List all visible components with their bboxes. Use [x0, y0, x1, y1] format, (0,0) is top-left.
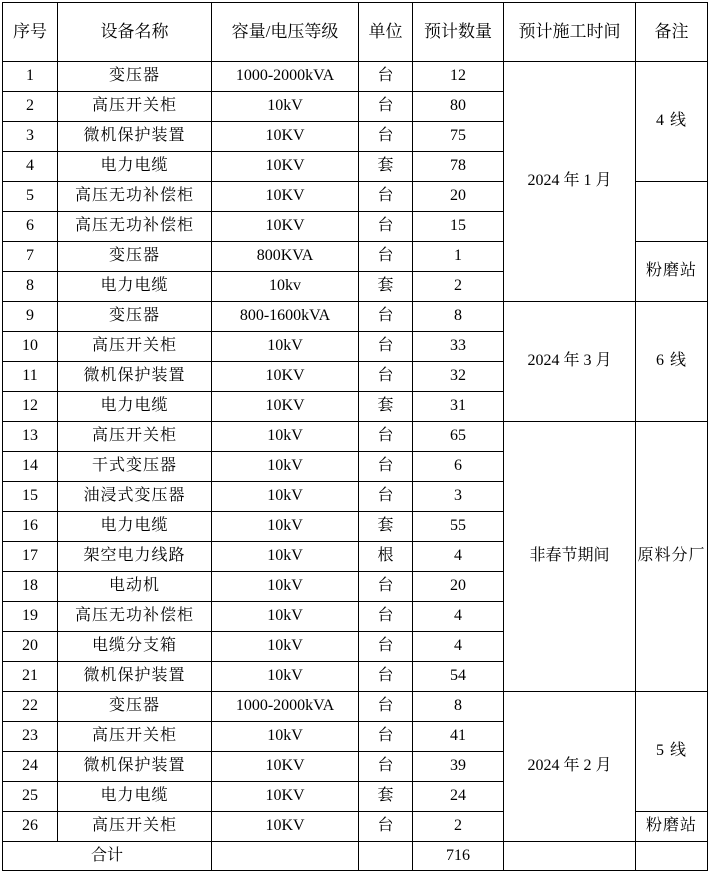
unit: 台	[359, 752, 413, 782]
unit: 台	[359, 812, 413, 842]
capacity-voltage: 10KV	[212, 782, 359, 812]
unit: 台	[359, 242, 413, 272]
capacity-voltage: 10kV	[212, 662, 359, 692]
remark: 5 线	[636, 692, 708, 812]
unit: 台	[359, 572, 413, 602]
unit: 台	[359, 722, 413, 752]
quantity: 20	[413, 572, 504, 602]
row-number: 15	[3, 482, 58, 512]
device-name: 变压器	[58, 242, 212, 272]
remark: 原料分厂	[636, 422, 708, 692]
unit: 套	[359, 392, 413, 422]
device-name: 高压无功补偿柜	[58, 212, 212, 242]
device-name: 变压器	[58, 302, 212, 332]
quantity: 1	[413, 242, 504, 272]
quantity: 55	[413, 512, 504, 542]
unit: 根	[359, 542, 413, 572]
capacity-voltage: 10KV	[212, 182, 359, 212]
device-name: 电力电缆	[58, 782, 212, 812]
quantity: 6	[413, 452, 504, 482]
unit: 台	[359, 602, 413, 632]
row-number: 20	[3, 632, 58, 662]
unit: 台	[359, 362, 413, 392]
quantity: 4	[413, 542, 504, 572]
unit: 台	[359, 302, 413, 332]
capacity-voltage: 10KV	[212, 752, 359, 782]
unit: 台	[359, 332, 413, 362]
unit: 台	[359, 452, 413, 482]
construction-time: 非春节期间	[504, 422, 636, 692]
header-cell: 预计施工时间	[504, 3, 636, 62]
unit: 套	[359, 512, 413, 542]
total-row	[3, 842, 708, 871]
unit: 台	[359, 122, 413, 152]
capacity-voltage: 10kV	[212, 542, 359, 572]
device-name: 油浸式变压器	[58, 482, 212, 512]
total-label: 合计	[3, 842, 212, 871]
capacity-voltage: 10kV	[212, 602, 359, 632]
device-name: 高压开关柜	[58, 722, 212, 752]
table-row	[3, 692, 708, 722]
quantity: 15	[413, 212, 504, 242]
capacity-voltage: 10KV	[212, 152, 359, 182]
total-remark	[636, 842, 708, 871]
unit: 台	[359, 62, 413, 92]
device-name: 电动机	[58, 572, 212, 602]
quantity: 8	[413, 302, 504, 332]
header-cell: 设备名称	[58, 3, 212, 62]
row-number: 1	[3, 62, 58, 92]
unit: 台	[359, 482, 413, 512]
row-number: 10	[3, 332, 58, 362]
header-cell: 备注	[636, 3, 708, 62]
total-time	[504, 842, 636, 871]
capacity-voltage: 10kV	[212, 92, 359, 122]
capacity-voltage: 10kV	[212, 632, 359, 662]
row-number: 11	[3, 362, 58, 392]
capacity-voltage: 800KVA	[212, 242, 359, 272]
row-number: 3	[3, 122, 58, 152]
quantity: 39	[413, 752, 504, 782]
device-name: 微机保护装置	[58, 362, 212, 392]
capacity-voltage: 10KV	[212, 812, 359, 842]
capacity-voltage: 1000-2000kVA	[212, 692, 359, 722]
row-number: 16	[3, 512, 58, 542]
row-number: 22	[3, 692, 58, 722]
quantity: 20	[413, 182, 504, 212]
table-header-row	[3, 3, 708, 62]
row-number: 23	[3, 722, 58, 752]
capacity-voltage: 10kV	[212, 422, 359, 452]
quantity: 8	[413, 692, 504, 722]
quantity: 80	[413, 92, 504, 122]
device-name: 高压无功补偿柜	[58, 602, 212, 632]
total-unit	[359, 842, 413, 871]
quantity: 75	[413, 122, 504, 152]
row-number: 25	[3, 782, 58, 812]
device-name: 电力电缆	[58, 392, 212, 422]
header-cell: 预计数量	[413, 3, 504, 62]
row-number: 5	[3, 182, 58, 212]
quantity: 31	[413, 392, 504, 422]
row-number: 19	[3, 602, 58, 632]
unit: 台	[359, 662, 413, 692]
device-name: 高压开关柜	[58, 92, 212, 122]
unit: 套	[359, 152, 413, 182]
quantity: 78	[413, 152, 504, 182]
quantity: 4	[413, 602, 504, 632]
quantity: 32	[413, 362, 504, 392]
capacity-voltage: 10kv	[212, 272, 359, 302]
unit: 套	[359, 272, 413, 302]
device-name: 微机保护装置	[58, 752, 212, 782]
device-name: 变压器	[58, 62, 212, 92]
capacity-voltage: 10KV	[212, 392, 359, 422]
row-number: 14	[3, 452, 58, 482]
capacity-voltage: 10kV	[212, 572, 359, 602]
device-name: 微机保护装置	[58, 662, 212, 692]
device-name: 架空电力线路	[58, 542, 212, 572]
unit: 台	[359, 212, 413, 242]
unit: 台	[359, 92, 413, 122]
device-name: 电力电缆	[58, 512, 212, 542]
row-number: 24	[3, 752, 58, 782]
row-number: 6	[3, 212, 58, 242]
device-name: 高压开关柜	[58, 332, 212, 362]
row-number: 18	[3, 572, 58, 602]
device-name: 高压开关柜	[58, 422, 212, 452]
device-name: 微机保护装置	[58, 122, 212, 152]
quantity: 65	[413, 422, 504, 452]
device-name: 电力电缆	[58, 272, 212, 302]
total-spec	[212, 842, 359, 871]
quantity: 41	[413, 722, 504, 752]
row-number: 21	[3, 662, 58, 692]
remark	[636, 182, 708, 242]
row-number: 4	[3, 152, 58, 182]
capacity-voltage: 10kV	[212, 332, 359, 362]
remark: 6 线	[636, 302, 708, 422]
capacity-voltage: 10kV	[212, 482, 359, 512]
quantity: 33	[413, 332, 504, 362]
row-number: 7	[3, 242, 58, 272]
quantity: 4	[413, 632, 504, 662]
device-name: 干式变压器	[58, 452, 212, 482]
quantity: 24	[413, 782, 504, 812]
table-row	[3, 302, 708, 332]
quantity: 3	[413, 482, 504, 512]
capacity-voltage: 10KV	[212, 212, 359, 242]
device-name: 电缆分支箱	[58, 632, 212, 662]
table-row	[3, 62, 708, 92]
unit: 台	[359, 632, 413, 662]
capacity-voltage: 10KV	[212, 122, 359, 152]
quantity: 54	[413, 662, 504, 692]
capacity-voltage: 10kV	[212, 512, 359, 542]
quantity: 2	[413, 812, 504, 842]
header-cell: 单位	[359, 3, 413, 62]
row-number: 26	[3, 812, 58, 842]
capacity-voltage: 10kV	[212, 722, 359, 752]
construction-time: 2024 年 1 月	[504, 62, 636, 302]
remark: 粉磨站	[636, 242, 708, 302]
construction-time: 2024 年 2 月	[504, 692, 636, 842]
header-cell: 容量/电压等级	[212, 3, 359, 62]
device-name: 高压开关柜	[58, 812, 212, 842]
remark: 粉磨站	[636, 812, 708, 842]
capacity-voltage: 800-1600kVA	[212, 302, 359, 332]
unit: 台	[359, 182, 413, 212]
row-number: 8	[3, 272, 58, 302]
construction-time: 2024 年 3 月	[504, 302, 636, 422]
table-row	[3, 422, 708, 452]
device-name: 高压无功补偿柜	[58, 182, 212, 212]
equipment-table	[2, 2, 708, 871]
capacity-voltage: 10KV	[212, 362, 359, 392]
quantity: 12	[413, 62, 504, 92]
row-number: 12	[3, 392, 58, 422]
header-cell: 序号	[3, 3, 58, 62]
device-name: 变压器	[58, 692, 212, 722]
total-quantity: 716	[413, 842, 504, 871]
row-number: 17	[3, 542, 58, 572]
row-number: 2	[3, 92, 58, 122]
capacity-voltage: 10kV	[212, 452, 359, 482]
quantity: 2	[413, 272, 504, 302]
row-number: 9	[3, 302, 58, 332]
unit: 台	[359, 422, 413, 452]
device-name: 电力电缆	[58, 152, 212, 182]
row-number: 13	[3, 422, 58, 452]
unit: 台	[359, 692, 413, 722]
remark: 4 线	[636, 62, 708, 182]
capacity-voltage: 1000-2000kVA	[212, 62, 359, 92]
unit: 套	[359, 782, 413, 812]
